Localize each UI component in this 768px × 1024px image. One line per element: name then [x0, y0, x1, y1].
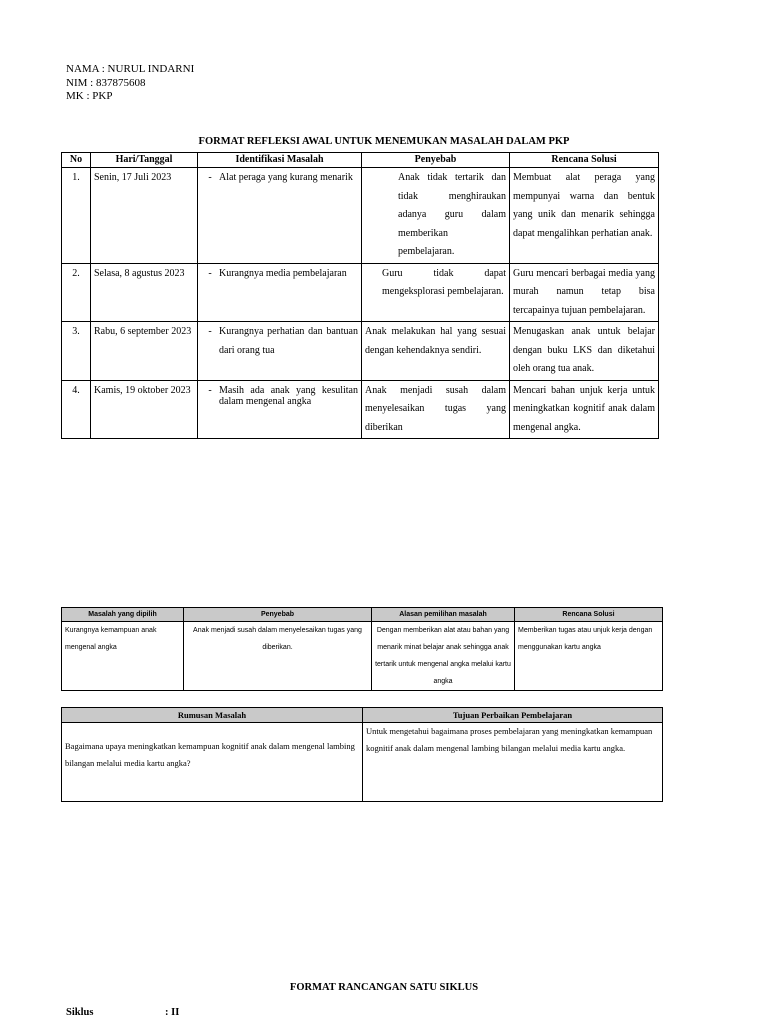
refleksi-table — [61, 152, 659, 439]
row-cause: Guru tidak dapat mengeksplorasi pembelajaran. — [362, 263, 510, 322]
row-problem — [198, 168, 362, 264]
column-header: Rencana Solusi — [515, 608, 663, 622]
list-dash: - — [208, 326, 212, 337]
rumusan-table — [61, 707, 663, 802]
table-header-row — [62, 153, 659, 168]
column-header: Rencana Solusi — [510, 153, 659, 168]
siklus-label: Siklus — [66, 1007, 94, 1018]
student-name: NAMA : NURUL INDARNI — [66, 63, 195, 75]
row-problem — [198, 380, 362, 439]
selected-cause: Anak menjadi susah dalam menyelesaikan tugas yang diberikan. — [184, 622, 372, 691]
row-cause: Anak tidak tertarik dan tidak menghiraukan adanya guru dalam memberikan pembelajaran. — [362, 168, 510, 264]
row-number: 4. — [62, 380, 91, 439]
row-date: Senin, 17 Juli 2023 — [91, 168, 198, 264]
problem-text: Kurangnya perhatian dan bantuan dari orang tua — [219, 326, 358, 356]
selection-reason: Dengan memberikan alat atau bahan yang menarik minat belajar anak sehingga anak tertarik untuk mengenal angka melalui kartu angka — [372, 622, 515, 691]
column-header: Masalah yang dipilih — [62, 608, 184, 622]
pemilihan-masalah-table — [61, 607, 663, 691]
row-date: Kamis, 19 oktober 2023 — [91, 380, 198, 439]
column-header: Penyebab — [362, 153, 510, 168]
table-header-row — [62, 708, 663, 723]
row-cause: Anak menjadi susah dalam menyelesaikan tugas yang diberikan — [362, 380, 510, 439]
improvement-goal: Untuk mengetahui bagaimana proses pembelajaran yang meningkatkan kemampuan kognitif anak dalam mengenal lambing bilangan melalui media kartu angka. — [363, 723, 663, 802]
column-header: Identifikasi Masalah — [198, 153, 362, 168]
problem-text: Kurangnya media pembelajaran — [219, 267, 347, 279]
row-solution: Membuat alat peraga yang mempunyai warna dan bentuk yang unik dan menarik sehingga dapat mengalihkan perhatian anak. — [510, 168, 659, 264]
table-row — [62, 168, 659, 264]
list-dash: - — [208, 267, 212, 279]
row-solution: Mencari bahan unjuk kerja untuk meningkatkan kognitif anak dalam mengenal angka. — [510, 380, 659, 439]
row-number: 1. — [62, 168, 91, 264]
row-date: Rabu, 6 september 2023 — [91, 322, 198, 381]
problem-text: Alat peraga yang kurang menarik — [219, 172, 353, 183]
table-row — [62, 622, 663, 691]
column-header: Hari/Tanggal — [91, 153, 198, 168]
row-number: 3. — [62, 322, 91, 381]
rancangan-title: FORMAT RANCANGAN SATU SIKLUS — [289, 982, 479, 993]
row-date: Selasa, 8 agustus 2023 — [91, 263, 198, 322]
column-header: Alasan pemilihan masalah — [372, 608, 515, 622]
table-row — [62, 263, 659, 322]
column-header: Rumusan Masalah — [62, 708, 363, 723]
row-solution: Guru mencari berbagai media yang murah namun tetap bisa tercapainya tujuan pembelajaran. — [510, 263, 659, 322]
problem-text: Masih ada anak yang kesulitan dalam mengenal angka — [219, 384, 358, 407]
course-code: MK : PKP — [66, 90, 113, 102]
selected-solution: Memberikan tugas atau unjuk kerja dengan menggunakan kartu angka — [515, 622, 663, 691]
student-nim: NIM : 837875608 — [66, 76, 146, 89]
column-header: Tujuan Perbaikan Pembelajaran — [363, 708, 663, 723]
siklus-info — [66, 1006, 179, 1019]
table-header-row — [62, 608, 663, 622]
siklus-value: : II — [165, 1007, 180, 1018]
column-header: No — [62, 153, 91, 168]
row-solution: Menugaskan anak untuk belajar dengan buku LKS dan diketahui oleh orang tua anak. — [510, 322, 659, 381]
refleksi-title: FORMAT REFLEKSI AWAL UNTUK MENEMUKAN MASALAH DALAM PKP — [198, 136, 570, 147]
row-cause: Anak melakukan hal yang sesuai dengan kehendaknya sendiri. — [362, 322, 510, 381]
table-row — [62, 322, 659, 381]
table-row — [62, 380, 659, 439]
row-problem — [198, 322, 362, 381]
row-problem — [198, 263, 362, 322]
column-header: Penyebab — [184, 608, 372, 622]
selected-problem: Kurangnya kemampuan anak mengenal angka — [62, 622, 184, 691]
row-number: 2. — [62, 263, 91, 322]
problem-formulation: Bagaimana upaya meningkatkan kemampuan kognitif anak dalam mengenal lambing bilangan melalui media kartu angka? — [62, 723, 363, 802]
table-row — [62, 723, 663, 802]
list-dash: - — [208, 172, 212, 183]
student-info — [66, 63, 194, 104]
list-dash: - — [208, 384, 212, 396]
